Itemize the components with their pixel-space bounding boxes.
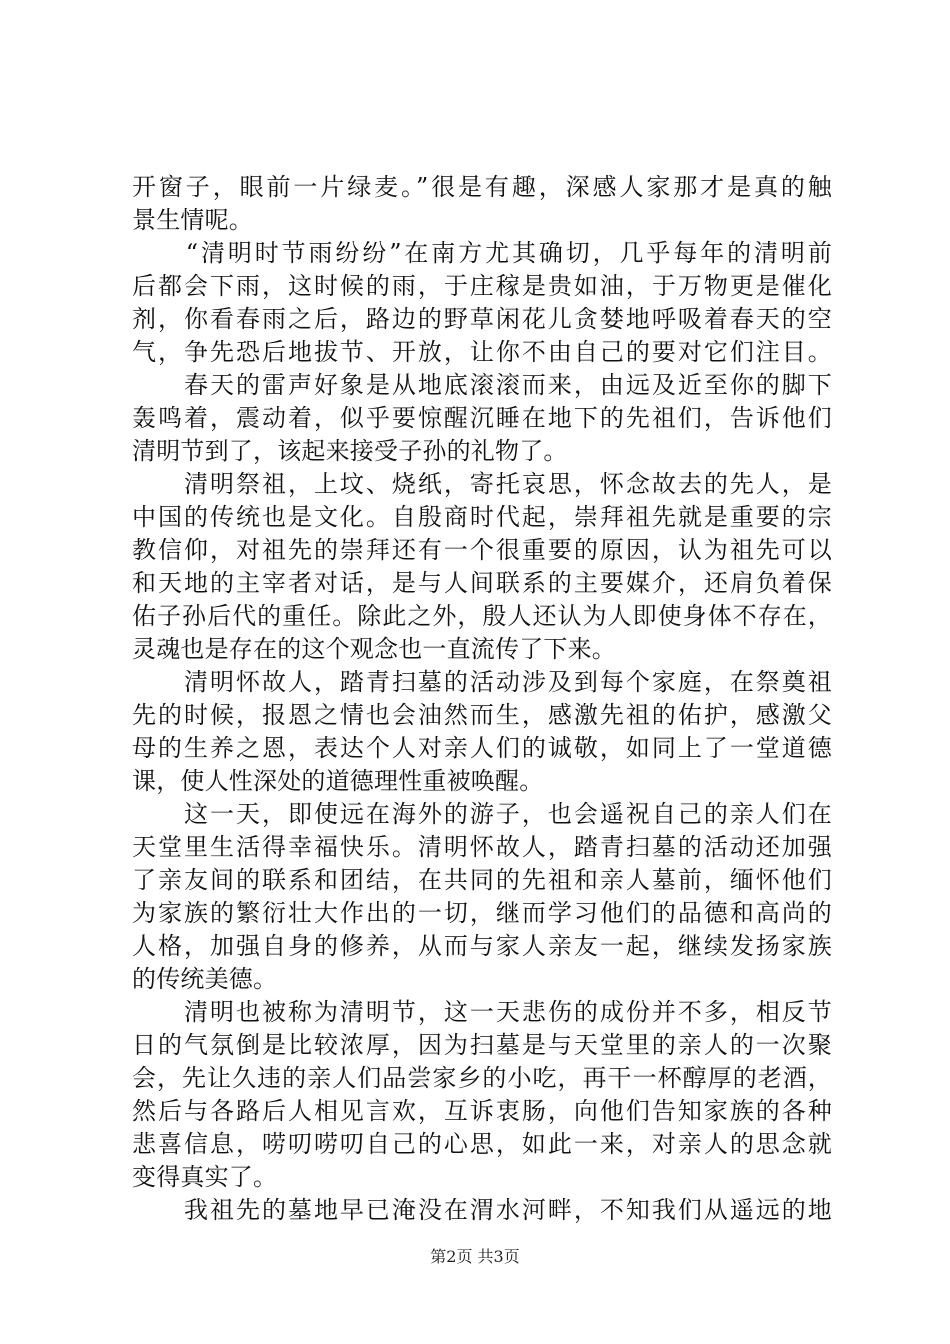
text-line: 人格，加强自身的修养，从而与家人亲友一起，继续发扬家族 xyxy=(132,932,832,960)
text-line: 然后与各路后人相见言欢，互诉衷肠，向他们告知家族的各种 xyxy=(132,1097,832,1125)
page-footer: 第2页 共3页 xyxy=(430,1247,520,1266)
text-line: 这一天，即使远在海外的游子，也会遥祝自己的亲人们在 xyxy=(132,800,832,828)
text-line: 清明祭祖，上坟、烧纸，寄托哀思，怀念故去的先人，是 xyxy=(132,470,832,498)
text-line: 母的生养之恩，表达个人对亲人们的诚敬，如同上了一堂道德 xyxy=(132,734,832,762)
text-line: 清明怀故人，踏青扫墓的活动涉及到每个家庭，在祭奠祖 xyxy=(132,668,832,696)
text-line: 变得真实了。 xyxy=(132,1163,278,1191)
text-line: 天堂里生活得幸福快乐。清明怀故人，踏青扫墓的活动还加强 xyxy=(132,833,832,861)
document-body xyxy=(132,171,832,1227)
text-line: 后都会下雨，这时候的雨，于庄稼是贵如油，于万物更是催化 xyxy=(132,272,832,300)
text-line: 气，争先恐后地拔节、开放，让你不由自己的要对它们注目。 xyxy=(132,338,832,366)
text-line: 为家族的繁衍壮大作出的一切，继而学习他们的品德和高尚的 xyxy=(132,899,832,927)
text-line: 教信仰，对祖先的崇拜还有一个很重要的原因，认为祖先可以 xyxy=(132,536,832,564)
text-line: 了亲友间的联系和团结，在共同的先祖和亲人墓前，缅怀他们 xyxy=(132,866,832,894)
text-line: 我祖先的墓地早已淹没在渭水河畔，不知我们从遥远的地 xyxy=(132,1196,832,1224)
text-line: 开窗子，眼前一片绿麦。”很是有趣，深感人家那才是真的触 xyxy=(132,173,832,201)
text-line: 先的时候，报恩之情也会油然而生，感激先祖的佑护，感激父 xyxy=(132,701,832,729)
text-line: 和天地的主宰者对话，是与人间联系的主要媒介，还肩负着保 xyxy=(132,569,832,597)
text-line: “清明时节雨纷纷”在南方尤其确切，几乎每年的清明前 xyxy=(132,239,832,267)
text-line: 课，使人性深处的道德理性重被唤醒。 xyxy=(132,767,544,795)
text-line: 春天的雷声好象是从地底滚滚而来，由远及近至你的脚下 xyxy=(132,371,832,399)
text-line: 的传统美德。 xyxy=(132,965,278,993)
text-line: 日的气氛倒是比较浓厚，因为扫墓是与天堂里的亲人的一次聚 xyxy=(132,1031,832,1059)
text-line: 灵魂也是存在的这个观念也一直流传了下来。 xyxy=(132,635,616,663)
text-line: 会，先让久违的亲人们品尝家乡的小吃，再干一杯醇厚的老酒， xyxy=(132,1064,832,1092)
text-line: 清明也被称为清明节，这一天悲伤的成份并不多，相反节 xyxy=(132,998,832,1026)
text-line: 清明节到了，该起来接受子孙的礼物了。 xyxy=(132,437,568,465)
text-line: 佑子孙后代的重任。除此之外，殷人还认为人即使身体不存在， xyxy=(132,602,832,630)
text-line: 剂，你看春雨之后，路边的野草闲花儿贪婪地呼吸着春天的空 xyxy=(132,305,832,333)
text-line: 轰鸣着，震动着，似乎要惊醒沉睡在地下的先祖们，告诉他们 xyxy=(132,404,832,432)
text-line: 悲喜信息，唠叨唠叨自己的心思，如此一来，对亲人的思念就 xyxy=(132,1130,832,1158)
text-line: 中国的传统也是文化。自殷商时代起，崇拜祖先就是重要的宗 xyxy=(132,503,832,531)
text-line: 景生情呢。 xyxy=(132,206,253,234)
